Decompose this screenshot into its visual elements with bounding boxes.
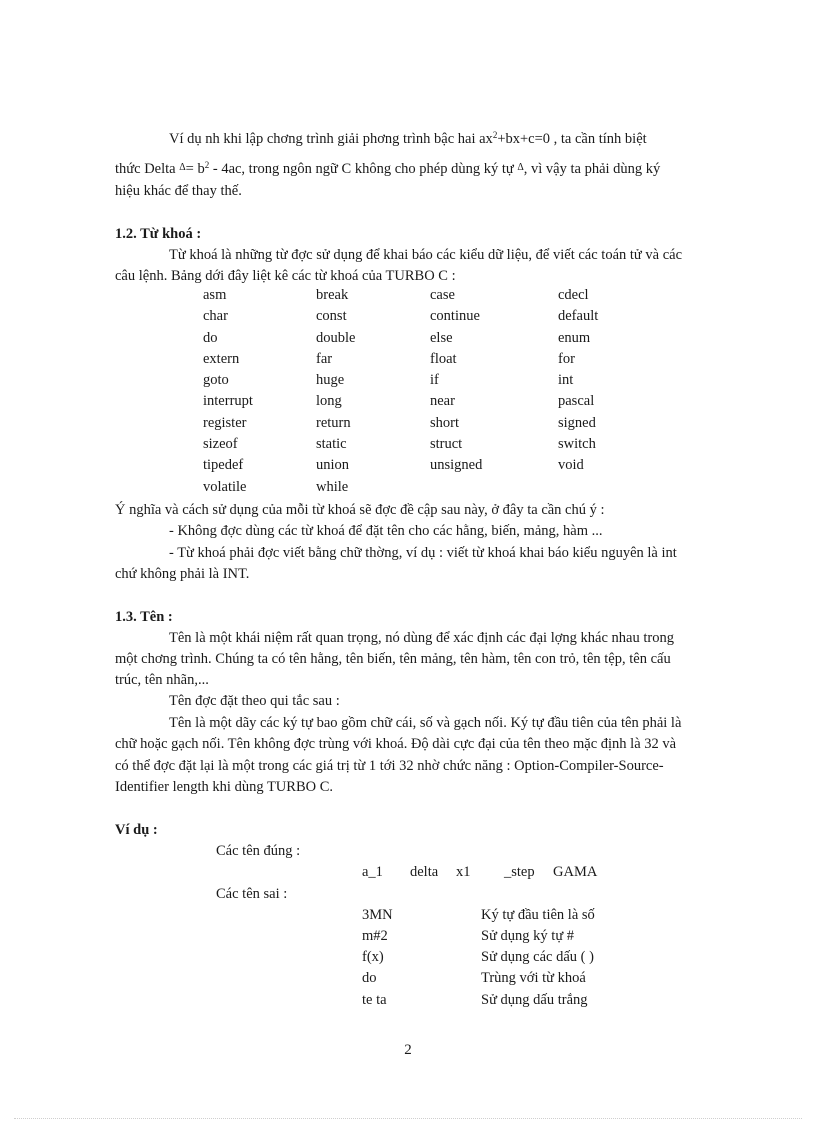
intro-text: = b [185, 161, 205, 177]
keyword-cell: interrupt [203, 393, 253, 410]
names-para2: Tên đợc đặt theo qui tắc sau : [169, 693, 340, 709]
valid-name: a_1 [362, 864, 383, 880]
invalid-names-label: Các tên sai : [216, 886, 288, 902]
intro-line-2 [115, 157, 660, 180]
keyword-cell: continue [430, 308, 480, 325]
keywords-para-line-2: câu lệnh. Bảng dới đây liệt kê các từ khoá của TURBO C : [115, 268, 456, 284]
intro-text: thức Delta [115, 161, 180, 177]
keyword-cell: void [558, 457, 584, 474]
valid-names-label: Các tên đúng : [216, 843, 301, 859]
keywords-bullet-2-line-2: chứ không phải là INT. [115, 566, 250, 582]
keyword-cell: near [430, 393, 455, 410]
keyword-cell: union [316, 457, 350, 474]
intro-line-1 [169, 129, 647, 150]
example-heading: Ví dụ : [115, 822, 158, 838]
invalid-reason: Sử dụng ký tự # [481, 928, 575, 944]
valid-name: _step [504, 864, 535, 880]
intro-text: Ví dụ nh khi lập chơng trình giải phơng trình bậc hai ax [169, 131, 493, 147]
invalid-name: f(x) [362, 949, 384, 965]
keyword-cell: register [203, 414, 247, 431]
keyword-cell: int [558, 372, 574, 389]
valid-name: delta [410, 864, 439, 880]
delta-symbol: Δ [517, 162, 524, 173]
keyword-cell: const [316, 308, 347, 325]
invalid-reason: Ký tự đầu tiên là số [481, 907, 595, 923]
keywords-bullet-1: - Không đợc dùng các từ khoá để đặt tên cho các hằng, biến, mảng, hàm ... [169, 523, 603, 539]
keyword-cell: static [316, 436, 347, 453]
invalid-name: 3MN [362, 907, 393, 923]
keyword-cell: do [203, 329, 218, 346]
names-para1-line-1: Tên là một khái niệm rất quan trọng, nó dùng để xác định các đại lợng khác nhau trong [169, 630, 674, 646]
names-para3-line-3: có thể đợc đặt lại là một trong các giá trị từ 1 tới 32 nhờ chức năng : Option-Compiler-Source- [115, 758, 664, 774]
keyword-cell: pascal [558, 393, 595, 410]
keyword-cell: huge [316, 372, 345, 389]
keywords-note: Ý nghĩa và cách sử dụng của mỗi từ khoá sẽ đợc đề cập sau này, ở đây ta cần chú ý : [115, 502, 605, 518]
keyword-cell: signed [558, 414, 596, 431]
keyword-cell: else [430, 329, 453, 346]
invalid-name: te ta [362, 992, 387, 1008]
names-para3-line-1: Tên là một dãy các ký tự bao gồm chữ cái, số và gạch nối. Ký tự đầu tiên của tên phải là [169, 715, 682, 731]
names-para3-line-2: chữ hoặc gạch nối. Tên không đợc trùng với khoá. Độ dài cực đại của tên theo mặc định là 32 và [115, 736, 677, 752]
keyword-cell: double [316, 329, 356, 346]
page-bottom-divider [14, 1118, 802, 1119]
intro-line-3: hiệu khác để thay thế. [115, 183, 242, 199]
keyword-cell: extern [203, 350, 240, 367]
keyword-cell: for [558, 350, 575, 367]
keyword-cell: asm [203, 287, 227, 303]
keyword-cell: sizeof [203, 436, 238, 453]
keyword-cell: goto [203, 372, 229, 389]
keywords-para-line-1: Từ khoá là những từ đợc sử dụng để khai báo các kiểu dữ liệu, để viết các toán tử và các [169, 247, 683, 263]
superscript: 2 [492, 130, 498, 140]
valid-name: x1 [456, 864, 471, 880]
keyword-cell: default [558, 308, 599, 325]
page-number: 2 [404, 1042, 412, 1058]
intro-text: - 4ac, trong ngôn ngữ C không cho phép dùng ký tự [209, 161, 518, 177]
section-heading-names: 1.3. Tên : [115, 609, 173, 625]
names-para1-line-3: trúc, tên nhãn,... [115, 672, 209, 688]
invalid-reason: Sử dụng dấu trắng [481, 992, 588, 1008]
keyword-cell: case [430, 287, 455, 303]
invalid-reason: Trùng với từ khoá [481, 970, 586, 986]
keyword-cell: short [430, 414, 459, 431]
keyword-cell: return [316, 414, 351, 431]
intro-text: +bx+c=0 , ta cần tính biệt [497, 131, 647, 147]
keywords-bullet-2-line-1: - Từ khoá phải đợc viết bằng chữ thờng, ví dụ : viết từ khoá khai báo kiểu nguyên là int [169, 545, 677, 561]
names-para1-line-2: một chơng trình. Chúng ta có tên hằng, tên biến, tên mảng, tên hàm, tên con trỏ, tên tệp, tên cấu [115, 651, 671, 667]
keyword-cell: far [316, 350, 333, 367]
invalid-name: m#2 [362, 928, 388, 944]
keyword-cell: unsigned [430, 457, 483, 474]
keyword-cell: enum [558, 329, 591, 346]
valid-name: GAMA [553, 864, 598, 880]
invalid-name: do [362, 970, 377, 986]
keyword-cell: volatile [203, 478, 247, 495]
keyword-cell: float [430, 350, 457, 367]
names-para3-line-4: Identifier length khi dùng TURBO C. [115, 779, 334, 795]
keyword-cell: char [203, 308, 228, 325]
keyword-cell: if [430, 372, 439, 389]
keyword-cell: long [316, 393, 342, 410]
section-heading-keywords: 1.2. Từ khoá : [115, 226, 202, 242]
keyword-cell: break [316, 287, 349, 303]
keyword-cell: cdecl [558, 287, 589, 303]
superscript: 2 [204, 160, 210, 170]
keyword-cell: struct [430, 436, 463, 453]
delta-symbol: Δ [179, 162, 186, 173]
keyword-cell: switch [558, 436, 596, 453]
intro-text: , vì vậy ta phải dùng ký [523, 161, 661, 177]
keyword-cell: while [316, 478, 349, 495]
invalid-reason: Sử dụng các dấu ( ) [481, 949, 594, 965]
keyword-cell: tipedef [203, 457, 244, 474]
